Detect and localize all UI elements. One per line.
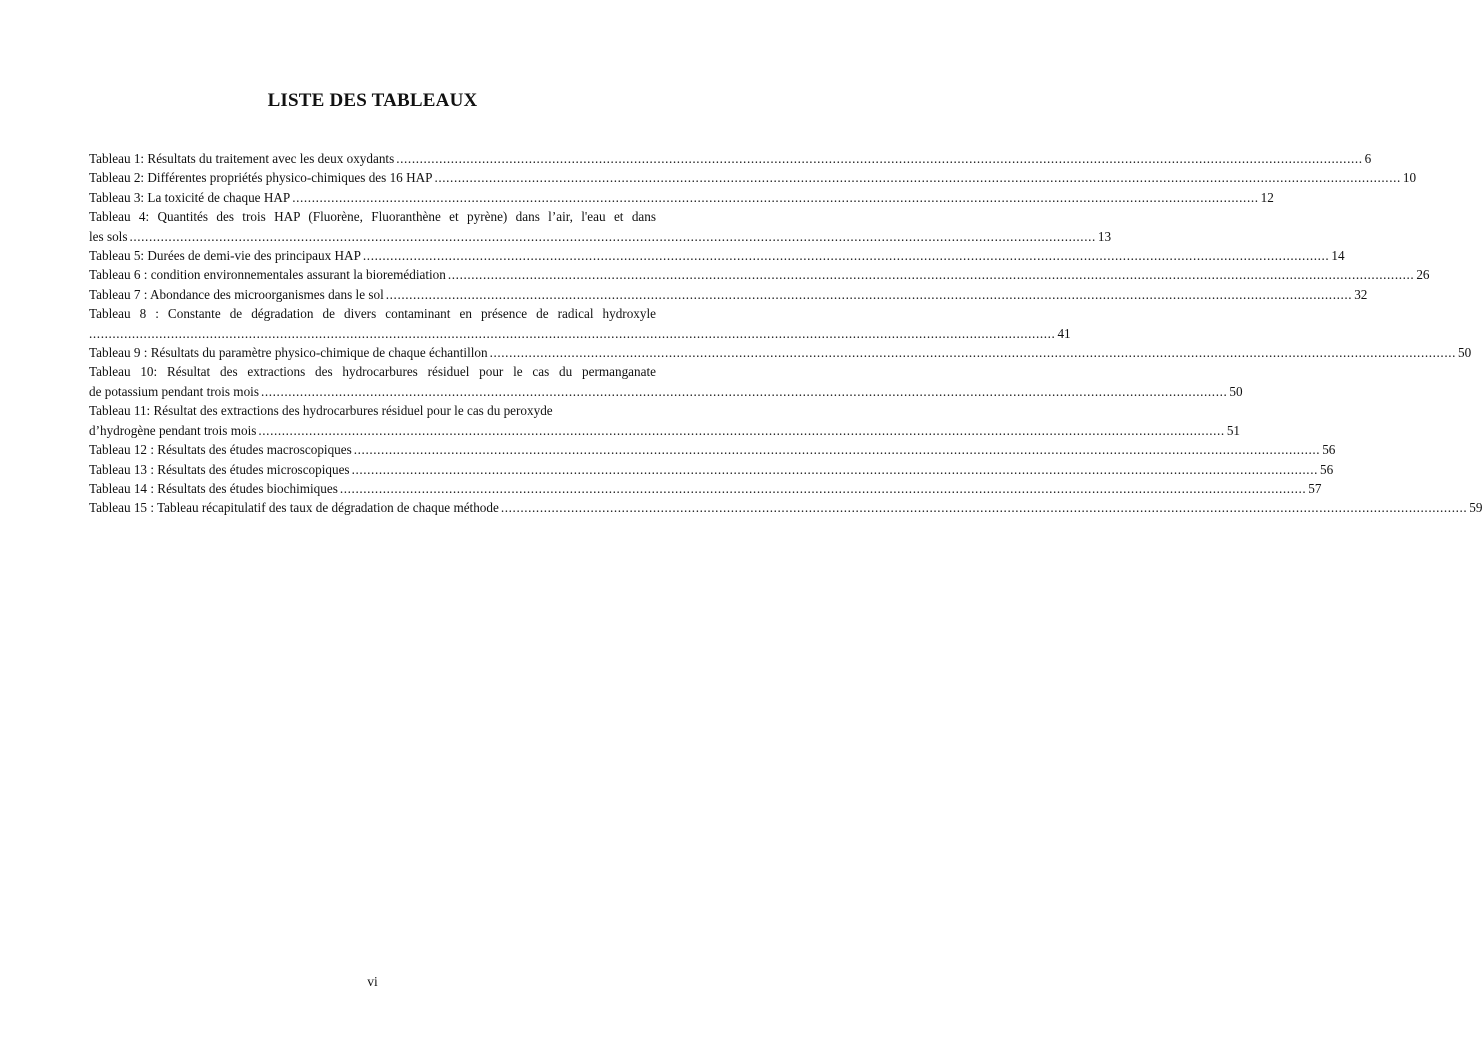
toc-entry-tableau-3[interactable]	[89, 188, 1274, 207]
toc-entry-tableau-13[interactable]	[89, 460, 1334, 479]
dot-leader	[434, 168, 1400, 187]
toc-entry-tableau-6[interactable]	[89, 265, 1430, 284]
dot-leader	[258, 421, 1224, 440]
dot-leader	[490, 343, 1456, 362]
page-title: LISTE DES TABLEAUX	[267, 90, 478, 111]
toc-entry-title: Tableau 6 : condition environnementales assurant la bioremédiation	[89, 267, 446, 283]
toc-entry-page-number: 41	[1057, 325, 1071, 341]
dot-leader	[386, 285, 1352, 304]
toc-entry-title-line-2: de potassium pendant trois mois	[89, 383, 259, 399]
toc-entry-page-number: 12	[1260, 189, 1274, 205]
toc-entry-page-number: 10	[1402, 170, 1417, 186]
toc-entry-tableau-12[interactable]	[89, 440, 1336, 459]
toc-entry-page-number: 51	[1226, 422, 1240, 438]
toc-entry-tableau-8[interactable]	[89, 304, 1071, 343]
toc-entry-title-line-2: les sols	[89, 228, 128, 244]
page-number-footer: vi	[367, 974, 378, 989]
dot-leader	[448, 265, 1414, 284]
toc-entry-tableau-7[interactable]	[89, 285, 1368, 304]
toc-entry-title: Tableau 9 : Résultats du paramètre physico-chimique de chaque échantillon	[89, 345, 488, 361]
toc-entry-page-number: 56	[1322, 442, 1336, 458]
toc-entry-title: Tableau 3: La toxicité de chaque HAP	[89, 189, 291, 205]
toc-entry-title: Tableau 15 : Tableau récapitulatif des taux de dégradation de chaque méthode	[89, 500, 499, 516]
toc-entry-page-number: 50	[1229, 383, 1243, 399]
toc-entry-page-number: 56	[1320, 461, 1334, 477]
dot-leader	[261, 382, 1227, 401]
dot-leader	[501, 498, 1467, 517]
toc-entry-page-number: 32	[1354, 286, 1368, 302]
toc-entry-tableau-1[interactable]	[89, 149, 1372, 168]
dot-leader	[129, 227, 1095, 246]
toc-entry-tableau-15[interactable]	[89, 498, 1482, 517]
toc-entry-title-line-1: Tableau 8 : Constante de dégradation de divers contaminant en présence de radical hydroxyle	[89, 306, 656, 322]
dot-leader	[363, 246, 1329, 265]
dot-leader	[292, 188, 1258, 207]
dot-leader	[352, 460, 1318, 479]
toc-entry-title: Tableau 1: Résultats du traitement avec les deux oxydants	[89, 151, 395, 166]
toc-entry-tableau-11[interactable]	[89, 401, 1240, 440]
dot-leader	[340, 479, 1306, 498]
toc-entry-title: Tableau 7 : Abondance des microorganismes dans le sol	[89, 286, 384, 302]
toc-entry-tableau-4[interactable]	[89, 207, 1112, 246]
toc-entry-page-number: 57	[1308, 480, 1322, 496]
toc-entry-tableau-10[interactable]	[89, 362, 1243, 401]
dot-leader	[354, 440, 1320, 459]
toc-entry-title: Tableau 2: Différentes propriétés physico-chimiques des 16 HAP	[89, 170, 433, 186]
toc-entry-page-number: 13	[1097, 228, 1112, 244]
toc-entry-tableau-2[interactable]	[89, 168, 1417, 187]
toc-entry-page-number: 6	[1364, 151, 1372, 166]
toc-entry-page-number: 59	[1469, 500, 1482, 516]
toc-entry-title-line-1: Tableau 10: Résultat des extractions des hydrocarbures résiduel pour le cas du permanganate	[89, 364, 656, 380]
toc-entry-title: Tableau 13 : Résultats des études microscopiques	[89, 461, 350, 477]
dot-leader	[396, 149, 1362, 168]
toc-entry-tableau-14[interactable]	[89, 479, 1322, 498]
toc-entry-title-line-1: Tableau 4: Quantités des trois HAP (Fluorène, Fluoranthène et pyrène) dans l’air, l'eau et dans	[89, 209, 656, 225]
toc-entry-page-number: 50	[1458, 345, 1472, 361]
toc-entry-page-number: 26	[1416, 267, 1430, 283]
toc-entry-tableau-5[interactable]	[89, 246, 1345, 265]
toc-entry-title-line-1: Tableau 11: Résultat des extractions des hydrocarbures résiduel pour le cas du peroxyde	[89, 403, 553, 419]
dot-leader	[89, 324, 1055, 343]
toc-entry-page-number: 14	[1331, 248, 1345, 264]
toc-entry-title: Tableau 5: Durées de demi-vie des principaux HAP	[89, 248, 361, 264]
toc-entry-title: Tableau 12 : Résultats des études macroscopiques	[89, 442, 352, 458]
toc-entry-title-line-2: d’hydrogène pendant trois mois	[89, 422, 257, 438]
toc-entry-title: Tableau 14 : Résultats des études biochimiques	[89, 480, 338, 496]
toc-entry-tableau-9[interactable]	[89, 343, 1472, 362]
list-of-tables	[89, 149, 1482, 518]
